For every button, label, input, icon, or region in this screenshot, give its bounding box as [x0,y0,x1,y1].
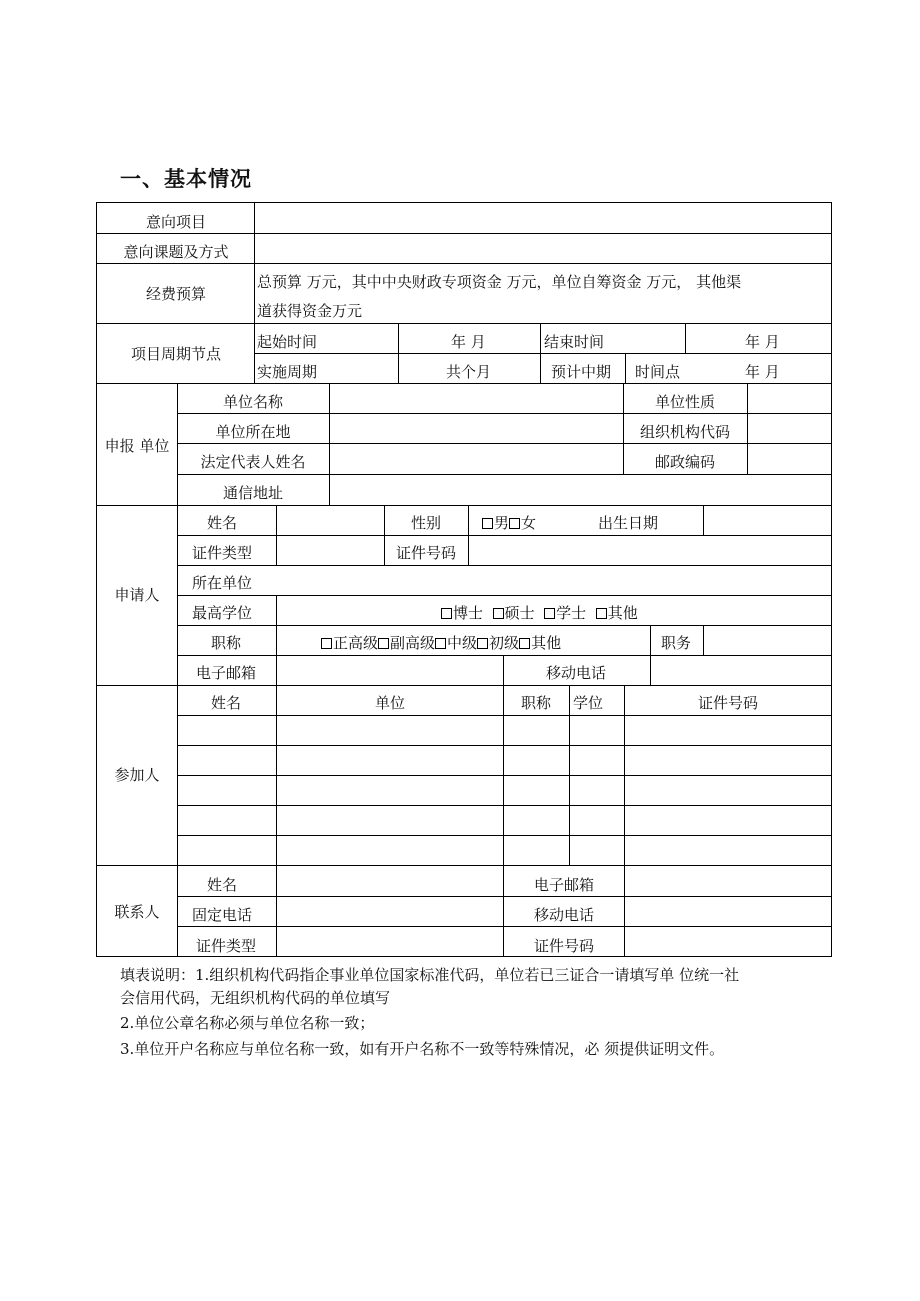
associate-senior-checkbox[interactable] [378,638,389,649]
label-title: 职称 [210,634,242,652]
label-project-period: 项目周期节点 [130,345,222,363]
label-unit-location: 单位所在地 [215,423,291,441]
other-degree-checkbox[interactable] [596,608,607,619]
notes-line2: 会信用代码，无组织机构代码的单位填写 [120,989,391,1007]
title-option: 中级 [447,634,478,652]
label-work-unit: 所在单位 [191,574,253,592]
label-email: 电子邮箱 [195,664,257,682]
label-unit-nature: 单位性质 [654,393,716,411]
doctor-checkbox[interactable] [441,608,452,619]
label-applicant-unit: 申报 单位 [104,437,170,455]
label-participants: 参加人 [114,766,160,784]
section-heading: 一、基本情况 [120,167,252,191]
notes-line1: 填表说明：1.组织机构代码指企事业单位国家标准代码，单位若已三证合一请填写单 位统一社 [120,966,740,984]
label-contact-id-number: 证件号码 [533,937,595,955]
label-position: 职务 [660,634,692,652]
gender-options [482,514,536,532]
label-impl-period: 实施周期 [257,363,318,381]
label-intent-topic: 意向课题及方式 [123,243,229,261]
label-unit-name: 单位名称 [222,393,284,411]
label-start-time: 起始时间 [257,333,318,351]
label-mid-term: 预计中期 [551,363,612,381]
mid-term-year-month: 年 月 [745,363,780,381]
col-header-name: 姓名 [210,694,242,712]
notes-line3: 2.单位公章名称必须与单位名称一致； [120,1014,375,1032]
notes-line4: 3.单位开户名称应与单位名称一致，如有开户名称不一致等特殊情况，必 须提供证明文件。 [120,1040,725,1058]
title-options [321,634,561,652]
label-contact-phone: 固定电话 [191,906,253,924]
degree-option: 硕士 [504,604,535,622]
label-end-time: 结束时间 [544,333,605,351]
female-checkbox[interactable] [509,518,520,529]
label-intent-project: 意向项目 [145,213,207,231]
junior-checkbox[interactable] [477,638,488,649]
degree-option: 博士 [453,604,484,622]
senior-checkbox[interactable] [321,638,332,649]
title-option: 副高级 [390,634,436,652]
label-contact-name: 姓名 [206,876,238,894]
label-id-type: 证件类型 [191,544,253,562]
label-id-number: 证件号码 [395,544,457,562]
label-time-point: 时间点 [635,363,681,381]
master-checkbox[interactable] [493,608,504,619]
label-postal-code: 邮政编码 [654,453,716,471]
label-degree: 最高学位 [191,604,253,622]
label-gender: 性别 [410,514,442,532]
label-birth-date: 出生日期 [597,514,659,532]
female-label: 女 [521,514,537,532]
budget-text-line1: 总预算 万元，其中中央财政专项资金 万元，单位自筹资金 万元， 其他渠 [257,273,742,291]
label-contact-mobile: 移动电话 [533,906,595,924]
bachelor-checkbox[interactable] [544,608,555,619]
end-year-month: 年 月 [745,333,780,351]
label-budget: 经费预算 [145,285,207,303]
other-title-checkbox[interactable] [519,638,530,649]
col-header-title: 职称 [520,694,552,712]
label-address: 通信地址 [222,484,284,502]
start-year-month: 年 月 [451,333,486,351]
col-header-unit: 单位 [374,694,406,712]
budget-text-line2: 道获得资金万元 [257,302,363,320]
title-option: 正高级 [333,634,379,652]
title-option: 初级 [489,634,520,652]
degree-options [441,604,638,622]
label-applicant-name: 姓名 [206,514,238,532]
title-option: 其他 [531,634,562,652]
degree-option: 其他 [607,604,638,622]
col-header-id-number: 证件号码 [697,694,759,712]
col-header-degree: 学位 [572,694,604,712]
label-contact-id-type: 证件类型 [195,937,257,955]
label-mobile: 移动电话 [545,664,607,682]
label-contact: 联系人 [114,903,160,921]
degree-option: 学士 [556,604,587,622]
label-legal-rep: 法定代表人姓名 [200,453,306,471]
total-months: 共个月 [446,363,492,381]
label-applicant: 申请人 [114,586,160,604]
male-label: 男 [494,514,510,532]
label-contact-email: 电子邮箱 [533,876,595,894]
male-checkbox[interactable] [482,518,493,529]
intermediate-checkbox[interactable] [435,638,446,649]
label-org-code: 组织机构代码 [639,423,731,441]
